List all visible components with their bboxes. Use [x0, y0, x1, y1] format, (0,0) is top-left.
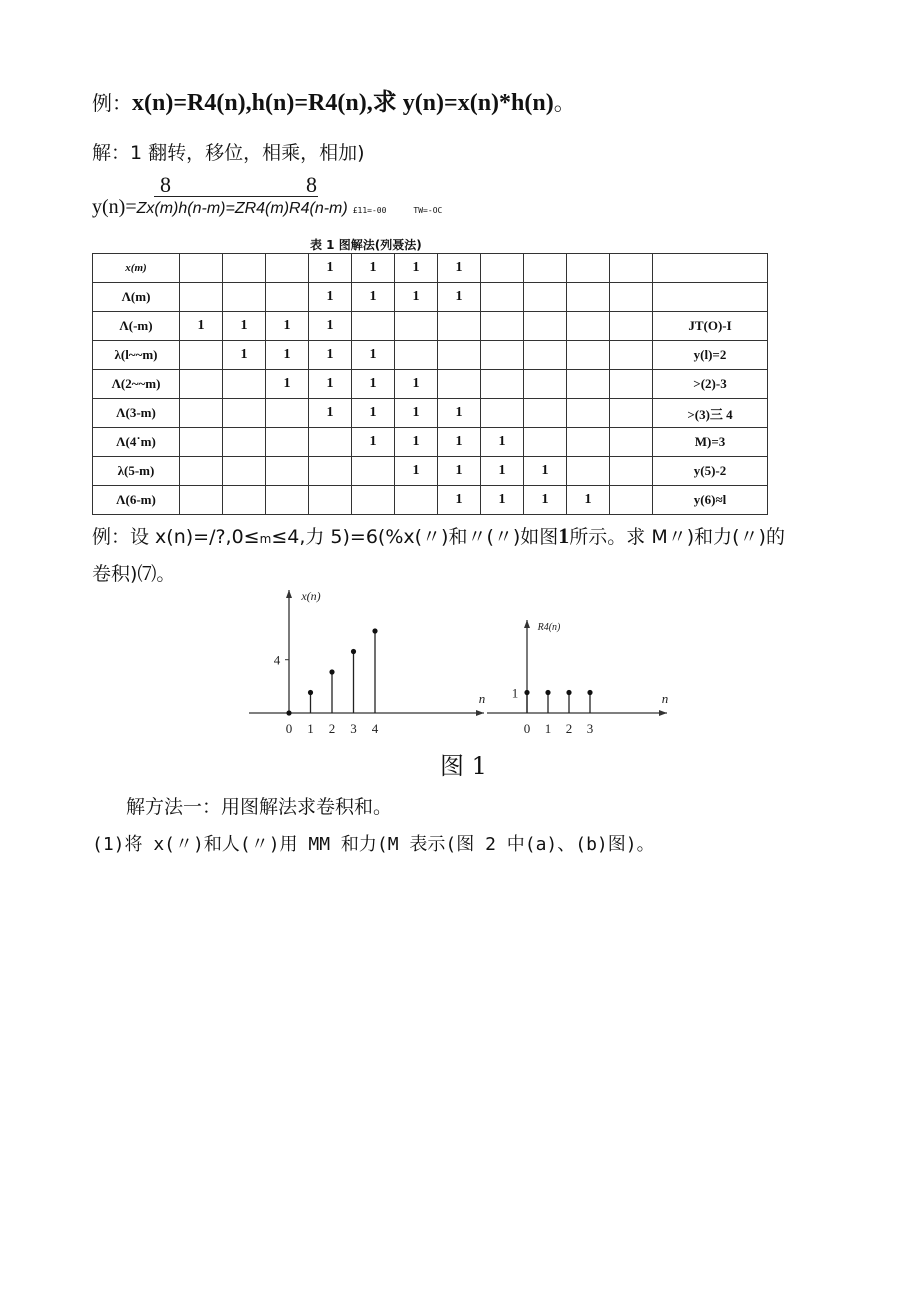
x-tick-label: 1 [307, 721, 314, 736]
example1-end: 。 [553, 91, 576, 116]
table-cell [266, 486, 309, 515]
row-label: Λ(4˙m) [93, 428, 180, 457]
table-cell [395, 312, 438, 341]
table-cell: 1 [309, 254, 352, 283]
row-result [653, 283, 768, 312]
table-cell: 1 [395, 399, 438, 428]
table-cell [567, 457, 610, 486]
table-cell [309, 457, 352, 486]
table-cell [266, 283, 309, 312]
x-axis-arrow [659, 710, 667, 716]
table-cell: 1 [395, 457, 438, 486]
sum-limit-top-1: 8 [160, 172, 171, 197]
table-row [93, 283, 768, 312]
table-cell: 1 [567, 486, 610, 515]
table-cell [524, 399, 567, 428]
example2-line1 [92, 522, 785, 549]
y-tick-label: 1 [511, 685, 519, 701]
table-cell [223, 457, 266, 486]
row-label: λ(5-m) [93, 457, 180, 486]
table-cell [180, 486, 223, 515]
table-cell: 1 [481, 457, 524, 486]
x-tick-label: 3 [350, 721, 357, 736]
stem-point [566, 690, 571, 695]
table-cell: 1 [395, 283, 438, 312]
table-cell [180, 399, 223, 428]
table-cell: 1 [524, 457, 567, 486]
table-row [93, 370, 768, 399]
table-row [93, 486, 768, 515]
row-label: Λ(2~~m) [93, 370, 180, 399]
table-cell: 1 [438, 457, 481, 486]
row-result: M)=3 [653, 428, 768, 457]
table-cell [223, 254, 266, 283]
table-cell [481, 283, 524, 312]
table-cell: 1 [266, 370, 309, 399]
table-cell [524, 312, 567, 341]
table-cell: 1 [524, 486, 567, 515]
table-cell: 1 [438, 486, 481, 515]
table-cell: 1 [309, 370, 352, 399]
table-cell [223, 486, 266, 515]
table-cell: 1 [309, 399, 352, 428]
table-cell: 1 [438, 283, 481, 312]
formula-sep: = [225, 200, 235, 217]
formula-sum1: Zx(m)h(n-m) [136, 200, 226, 217]
figure1-plots [240, 580, 700, 740]
table-cell: 1 [438, 254, 481, 283]
table-cell: 1 [395, 428, 438, 457]
table-cell: 1 [266, 312, 309, 341]
table-cell [524, 341, 567, 370]
table-cell [567, 254, 610, 283]
sum-limit-top-2: 8 [306, 172, 317, 197]
method1-line: 解方法一：用图解法求卷积和。 [126, 796, 393, 818]
table-cell [524, 370, 567, 399]
row-label: Λ(-m) [93, 312, 180, 341]
table-cell: 1 [223, 341, 266, 370]
table-cell [610, 370, 653, 399]
example2-figure-ref: 1 [558, 523, 570, 548]
table-row [93, 457, 768, 486]
table-cell [524, 283, 567, 312]
convolution-table [92, 253, 768, 515]
table-cell [309, 428, 352, 457]
table-cell [352, 457, 395, 486]
table-cell [567, 312, 610, 341]
row-result: y(5)-2 [653, 457, 768, 486]
stem-point [308, 690, 313, 695]
example1-label: 例： [92, 91, 132, 115]
row-label: Λ(3-m) [93, 399, 180, 428]
table-cell: 1 [352, 254, 395, 283]
table-cell [481, 312, 524, 341]
table-cell [180, 428, 223, 457]
table-cell: 1 [352, 370, 395, 399]
table-cell [352, 486, 395, 515]
step1-line: (1)将 x(〃)和人(〃)用 MM 和力(M 表示(图 2 中(a)、(b)图)。 [92, 834, 655, 855]
example1-equation: x(n)=R4(n),h(n)=R4(n),求 y(n)=x(n)*h(n) [132, 90, 554, 116]
stem-point [524, 690, 529, 695]
table-cell: 1 [309, 341, 352, 370]
table-cell [223, 399, 266, 428]
row-result: >(3)三 4 [653, 399, 768, 428]
table-cell [395, 341, 438, 370]
y-axis-arrow [524, 620, 530, 628]
row-label: Λ(m) [93, 283, 180, 312]
row-result: >(2)-3 [653, 370, 768, 399]
row-result [653, 254, 768, 283]
formula-lhs: y(n)= [92, 196, 137, 218]
table-row [93, 312, 768, 341]
table-cell [524, 254, 567, 283]
example2-part-c: 所示。求 M〃)和力(〃)的 [569, 526, 785, 548]
example2-part-b: ≤4,力 5)=6(%x(〃)和〃(〃)如图 [271, 526, 559, 548]
x-tick-label: 1 [544, 721, 552, 736]
stem-point [372, 628, 377, 633]
row-label: x(m) [93, 254, 180, 283]
table-cell [481, 399, 524, 428]
table-row [93, 428, 768, 457]
table-cell: 1 [352, 399, 395, 428]
table-cell [610, 283, 653, 312]
table-cell [481, 370, 524, 399]
solution1-line: 解：1 翻转，移位，相乘，相加) [92, 142, 365, 164]
x-axis-arrow [476, 710, 484, 716]
table-cell [180, 283, 223, 312]
table-caption: 表 1 图解法(列聂法) [310, 238, 422, 252]
y-axis-arrow [286, 590, 292, 598]
table-cell [610, 399, 653, 428]
table-cell [567, 283, 610, 312]
table-row [93, 341, 768, 370]
table-row [93, 254, 768, 283]
y-tick-label: 4 [273, 652, 281, 668]
table-cell [567, 428, 610, 457]
table-cell [481, 341, 524, 370]
plot-x-n [249, 589, 485, 736]
row-result: y(l)=2 [653, 341, 768, 370]
table-cell [180, 341, 223, 370]
example1-line [92, 82, 576, 117]
row-result: y(6)≈l [653, 486, 768, 515]
row-result: JT(O)-I [653, 312, 768, 341]
table-cell: 1 [352, 341, 395, 370]
x-tick-label: 4 [371, 721, 379, 736]
formula-lower1: £11=-00 [352, 206, 387, 215]
row-label: Λ(6-m) [93, 486, 180, 515]
table-cell [223, 370, 266, 399]
formula-sum2: ZR4(m)R4(n-m) [234, 200, 348, 217]
stem-point [545, 690, 550, 695]
table-cell [266, 428, 309, 457]
table-cell [610, 486, 653, 515]
table-cell [481, 254, 524, 283]
table-cell [610, 457, 653, 486]
convolution-formula [92, 196, 442, 219]
table-cell [438, 312, 481, 341]
table-cell: 1 [481, 486, 524, 515]
table-cell: 1 [395, 370, 438, 399]
plot-r4-n [487, 620, 668, 736]
table-cell: 1 [309, 312, 352, 341]
table-cell [438, 341, 481, 370]
table-cell [395, 486, 438, 515]
table-cell: 1 [438, 428, 481, 457]
table-cell: 1 [395, 254, 438, 283]
table-cell [266, 399, 309, 428]
x-axis-label: n [661, 691, 669, 706]
table-cell: 1 [481, 428, 524, 457]
table-cell [352, 312, 395, 341]
table-cell [180, 254, 223, 283]
table-cell [610, 341, 653, 370]
x-tick-label: 3 [586, 721, 594, 736]
table-cell [180, 457, 223, 486]
table-cell: 1 [352, 283, 395, 312]
table-cell [438, 370, 481, 399]
table-row [93, 399, 768, 428]
formula-lower2: TW=-OC [413, 206, 443, 215]
table-cell [524, 428, 567, 457]
x-tick-label: 0 [523, 721, 531, 736]
table-cell: 1 [438, 399, 481, 428]
y-axis-label: R4(n) [537, 622, 561, 633]
stem-point [587, 690, 592, 695]
table-cell [266, 254, 309, 283]
table-cell: 1 [266, 341, 309, 370]
stem-point [286, 710, 291, 715]
table-cell [223, 283, 266, 312]
table-cell: 1 [309, 283, 352, 312]
table-cell [309, 486, 352, 515]
table-cell [567, 370, 610, 399]
table-cell: 1 [352, 428, 395, 457]
x-tick-label: 2 [328, 721, 336, 736]
table-cell [223, 428, 266, 457]
table-cell [266, 457, 309, 486]
stem-point [329, 669, 334, 674]
example2-subscript: m [259, 532, 272, 546]
stem-point [351, 649, 356, 654]
row-label: λ(l~~m) [93, 341, 180, 370]
table-cell [567, 341, 610, 370]
figure1-caption: 图 1 [440, 752, 487, 780]
table-cell [610, 428, 653, 457]
table-cell [180, 370, 223, 399]
x-tick-label: 2 [565, 721, 573, 736]
table-cell [610, 312, 653, 341]
y-axis-label: x(n) [301, 589, 321, 603]
x-axis-label: n [478, 691, 486, 706]
table-cell: 1 [223, 312, 266, 341]
example2-part-a: 例：设 x(n)=/?,0≤ [92, 526, 260, 548]
table-cell [610, 254, 653, 283]
table-cell: 1 [180, 312, 223, 341]
x-tick-label: 0 [285, 721, 293, 736]
table-cell [567, 399, 610, 428]
example2-line2: 卷积)⑺。 [92, 563, 176, 585]
